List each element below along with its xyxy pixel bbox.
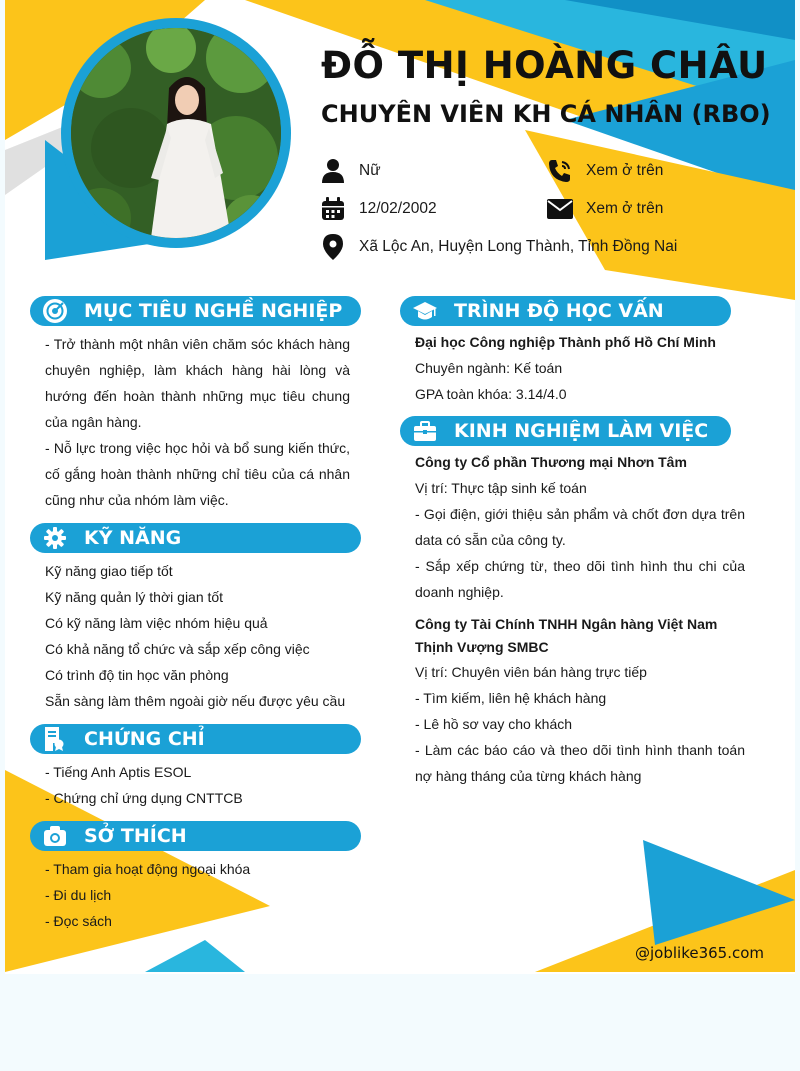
hobbies-title: SỞ THÍCH bbox=[84, 825, 187, 847]
job-duty: - Làm các báo cáo và theo dõi tình hình thanh toán nợ hàng tháng của từng khách hàng bbox=[415, 742, 745, 784]
school-name: Đại học Công nghiệp Thành phố Hồ Chí Minh bbox=[415, 334, 716, 350]
briefcase-icon bbox=[412, 418, 438, 444]
gpa: GPA toàn khóa: 3.14/4.0 bbox=[415, 386, 567, 402]
company-name: Công ty Tài Chính TNHH Ngân hàng Việt Nam Thịnh Vượng SMBC bbox=[415, 616, 718, 655]
watermark: @joblike365.com bbox=[635, 944, 765, 962]
education-title: TRÌNH ĐỘ HỌC VẤN bbox=[454, 300, 664, 322]
objective-body bbox=[45, 331, 350, 513]
list-item: - Tiếng Anh Aptis ESOL bbox=[45, 764, 192, 780]
phone-row bbox=[546, 156, 663, 186]
job-duty: - Gọi điện, giới thiệu sản phẩm và chốt đơn dựa trên data có sẵn của công ty. bbox=[415, 506, 745, 548]
job-duty: - Tìm kiếm, liên hệ khách hàng bbox=[415, 690, 607, 706]
job-duty: - Lê hồ sơ vay cho khách bbox=[415, 716, 573, 732]
experience-job-1 bbox=[415, 449, 745, 605]
list-item: Sẵn sàng làm thêm ngoài giờ nếu được yêu cầu bbox=[45, 693, 346, 709]
calendar-icon bbox=[319, 195, 347, 223]
hobbies-list bbox=[45, 856, 365, 934]
list-item: - Đọc sách bbox=[45, 913, 112, 929]
job-position: Vị trí: Thực tập sinh kế toán bbox=[415, 480, 587, 496]
email-row bbox=[546, 194, 663, 224]
gear-icon bbox=[42, 525, 68, 551]
skills-list bbox=[45, 558, 365, 714]
education-body bbox=[415, 329, 750, 407]
certificates-list bbox=[45, 759, 365, 811]
list-item: - Đi du lịch bbox=[45, 887, 112, 903]
list-item: Kỹ năng giao tiếp tốt bbox=[45, 563, 173, 579]
job-position: Vị trí: Chuyên viên bán hàng trực tiếp bbox=[415, 664, 647, 680]
objective-paragraph: - Trở thành một nhân viên chăm sóc khách hàng chuyên nghiệp, làm khách hàng hài lòng và hướng đến hoàn thành những mục tiêu chung của ngân hàng. bbox=[45, 336, 350, 430]
birthday-value: 12/02/2002 bbox=[359, 200, 437, 217]
candidate-name: ĐỖ THỊ HOÀNG CHÂU bbox=[321, 44, 768, 87]
certificates-header bbox=[30, 724, 361, 754]
graduation-cap-icon bbox=[412, 298, 438, 324]
job-duty: - Sắp xếp chứng từ, theo dõi tình hình thu chi của doanh nghiệp. bbox=[415, 558, 745, 600]
hobbies-header bbox=[30, 821, 361, 851]
list-item: - Tham gia hoạt động ngoại khóa bbox=[45, 861, 251, 877]
address-value: Xã Lộc An, Huyện Long Thành, Tỉnh Đồng Nai bbox=[359, 238, 678, 255]
certificate-icon bbox=[42, 726, 68, 752]
birthday-row bbox=[319, 194, 437, 224]
target-icon bbox=[42, 298, 68, 324]
envelope-icon bbox=[546, 195, 574, 223]
person-icon bbox=[319, 157, 347, 185]
objective-paragraph: - Nỗ lực trong việc học hỏi và bổ sung kiến thức, cố gắng hoàn thành những chỉ tiêu của cá nhân cũng như của nhóm làm việc. bbox=[45, 440, 350, 508]
company-name: Công ty Cổ phần Thương mại Nhơn Tâm bbox=[415, 454, 687, 470]
objective-header bbox=[30, 296, 361, 326]
location-pin-icon bbox=[319, 233, 347, 261]
education-header bbox=[400, 296, 731, 326]
list-item: Có kỹ năng làm việc nhóm hiệu quả bbox=[45, 615, 268, 631]
objective-title: MỤC TIÊU NGHỀ NGHIỆP bbox=[84, 300, 343, 322]
list-item: - Chứng chỉ ứng dụng CNTTCB bbox=[45, 790, 243, 806]
experience-title: KINH NGHIỆM LÀM VIỆC bbox=[454, 420, 709, 442]
phone-icon bbox=[546, 157, 574, 185]
list-item: Kỹ năng quản lý thời gian tốt bbox=[45, 589, 224, 605]
skills-header bbox=[30, 523, 361, 553]
gender-value: Nữ bbox=[359, 162, 381, 179]
candidate-role: CHUYÊN VIÊN KH CÁ NHÂN (RBO) bbox=[321, 100, 771, 128]
experience-header bbox=[400, 416, 731, 446]
email-value: Xem ở trên bbox=[586, 200, 664, 217]
gender-row bbox=[319, 156, 381, 186]
phone-value: Xem ở trên bbox=[586, 162, 664, 179]
list-item: Có trình độ tin học văn phòng bbox=[45, 667, 229, 683]
experience-job-2 bbox=[415, 613, 745, 789]
skills-title: KỸ NĂNG bbox=[84, 527, 182, 549]
camera-icon bbox=[42, 823, 68, 849]
major: Chuyên ngành: Kế toán bbox=[415, 360, 563, 376]
address-row bbox=[319, 232, 677, 262]
certificates-title: CHỨNG CHỈ bbox=[84, 728, 205, 750]
avatar bbox=[71, 28, 281, 238]
list-item: Có khả năng tổ chức và sắp xếp công việc bbox=[45, 641, 310, 657]
resume-page bbox=[5, 0, 795, 974]
